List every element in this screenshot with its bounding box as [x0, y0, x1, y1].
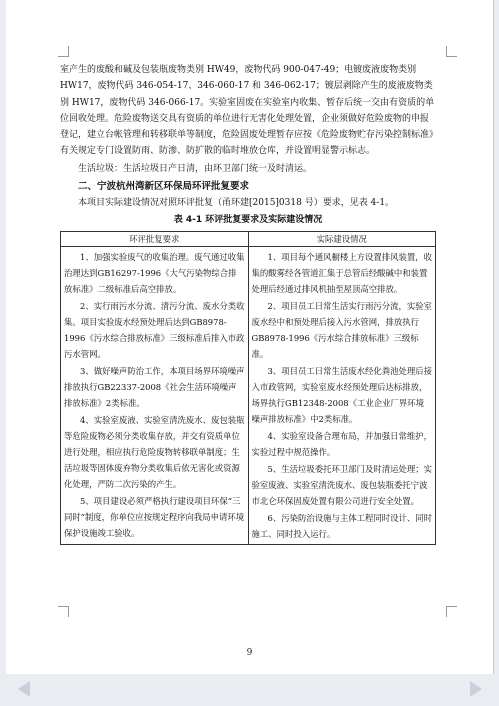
crop-mark-bottom-right	[446, 606, 457, 617]
table-row	[61, 246, 436, 544]
requirement-item: 3、做好噪声防治工作，本项目场界环境噪声排放执行GB22337-2008《社会生活环境噪声排放标准》2类标准。	[64, 365, 245, 408]
actual-item: 3、项目员工日常生活废水经化粪池处理后接入市政管网，实验室废水经预处理后达标排放，场界执行GB12348-2008《工业企业厂界环境噪声排放标准》中2类标准。	[251, 365, 432, 424]
requirement-item: 2、实行雨污水分流、清污分流、废水分类收集。项目实验废水经预处理后达到GB8978-1996《污水综合排放标准》三级标准后排入市政污水管网。	[64, 300, 245, 359]
actual-cell	[248, 246, 436, 544]
requirement-item: 5、项目建设必须严格执行建设项目环保“三同时”制度，你单位应按规定程序向我局申请环境保护设施竣工验收。	[64, 495, 245, 538]
domestic-waste-paragraph: 生活垃圾：生活垃圾日产日清，由环卫部门统一及时清运。	[78, 163, 313, 174]
section-heading: 二、宁波杭州湾新区环保局环评批复要求	[78, 181, 250, 193]
intro-paragraph: 本项目实际建设情况对照环评批复（甬环建[2015]0318 号）要求，见表 4-1。	[78, 198, 395, 209]
crop-mark-top-left	[58, 46, 69, 57]
actual-item: 2、项目员工日常生活实行雨污分流，实验室废水经中和预处理后接入污水管网，排放执行GB8978-1996《污水综合排放标准》三级标准。	[251, 300, 432, 359]
page-number: 9	[246, 648, 253, 658]
hazardous-waste-paragraph: 室产生的废酸和碱及包装瓶废物类别 HW49，废物代码 900-047-49；电镀废液废物类别 HW17，废物代码 346-054-17、346-060-17 和 346-062-17；镀层剥除产生的废液废物类别 HW17，废物代码 346-066-17。实验室固废在实验室内收集、暂存后统一交由有资质的单位回收处理。危险废物送交具有资质的单位进行无害化处理处置，企业须做好危险废物的申报登记，建立台帐管理和转移联单等制度，危险固废处理暂存应按《危险废物贮存污染控制标准》有关规定专门设置防雨、防渗、防扩散的临时堆放仓库，并设置明显警示标志。	[60, 65, 435, 157]
crop-mark-bottom-left	[58, 606, 69, 617]
requirements-table	[60, 231, 436, 545]
triangle-left-icon	[18, 681, 30, 697]
triangle-right-icon	[470, 681, 482, 697]
actual-item: 4、实验室设备合理布局，并加强日常维护，实验过程中规范操作。	[251, 430, 432, 457]
table-header-actual: 实际建设情况	[248, 231, 436, 246]
table-caption: 表 4-1 环评批复要求及实际建设情况	[173, 215, 323, 226]
table-header-row	[61, 231, 436, 246]
actual-item: 1、项目每个通风橱楼上方设置排风装置，收集的酸雾经各管道汇集于总管后经酸碱中和装置处理后经通过排风机抽至屋顶高空排放。	[251, 251, 432, 294]
crop-mark-top-right	[446, 46, 457, 57]
page-content	[60, 62, 436, 545]
previous-page-button[interactable]	[14, 680, 34, 698]
requirement-item: 1、加强实验废气的收集治理。废气通过收集治理达到GB16297-1996《大气污染物综合排放标准》二级标准后高空排放。	[64, 251, 245, 294]
requirement-item: 4、实验室废液、实验室清洗废水、废包装瓶等危险废物必须分类收集存放，并交有资质单位进行处理，相应执行危险废物转移联单制度；生活垃圾等固体废弃物分类收集后依无害化或资源化处理，严防二次污染的产生。	[64, 414, 245, 489]
actual-item: 6、污染防治设施与主体工程同时设计、同时施工、同时投入运行。	[251, 512, 432, 539]
requirements-cell	[61, 246, 249, 544]
table-header-requirements: 环评批复要求	[61, 231, 249, 246]
next-page-button[interactable]	[466, 680, 486, 698]
actual-item: 5、生活垃圾委托环卫部门及时清运处理；实验室废液、实验室清洗废水、废包装瓶委托宁波市北仑环保固废处置有限公司进行安全处置。	[251, 463, 432, 506]
